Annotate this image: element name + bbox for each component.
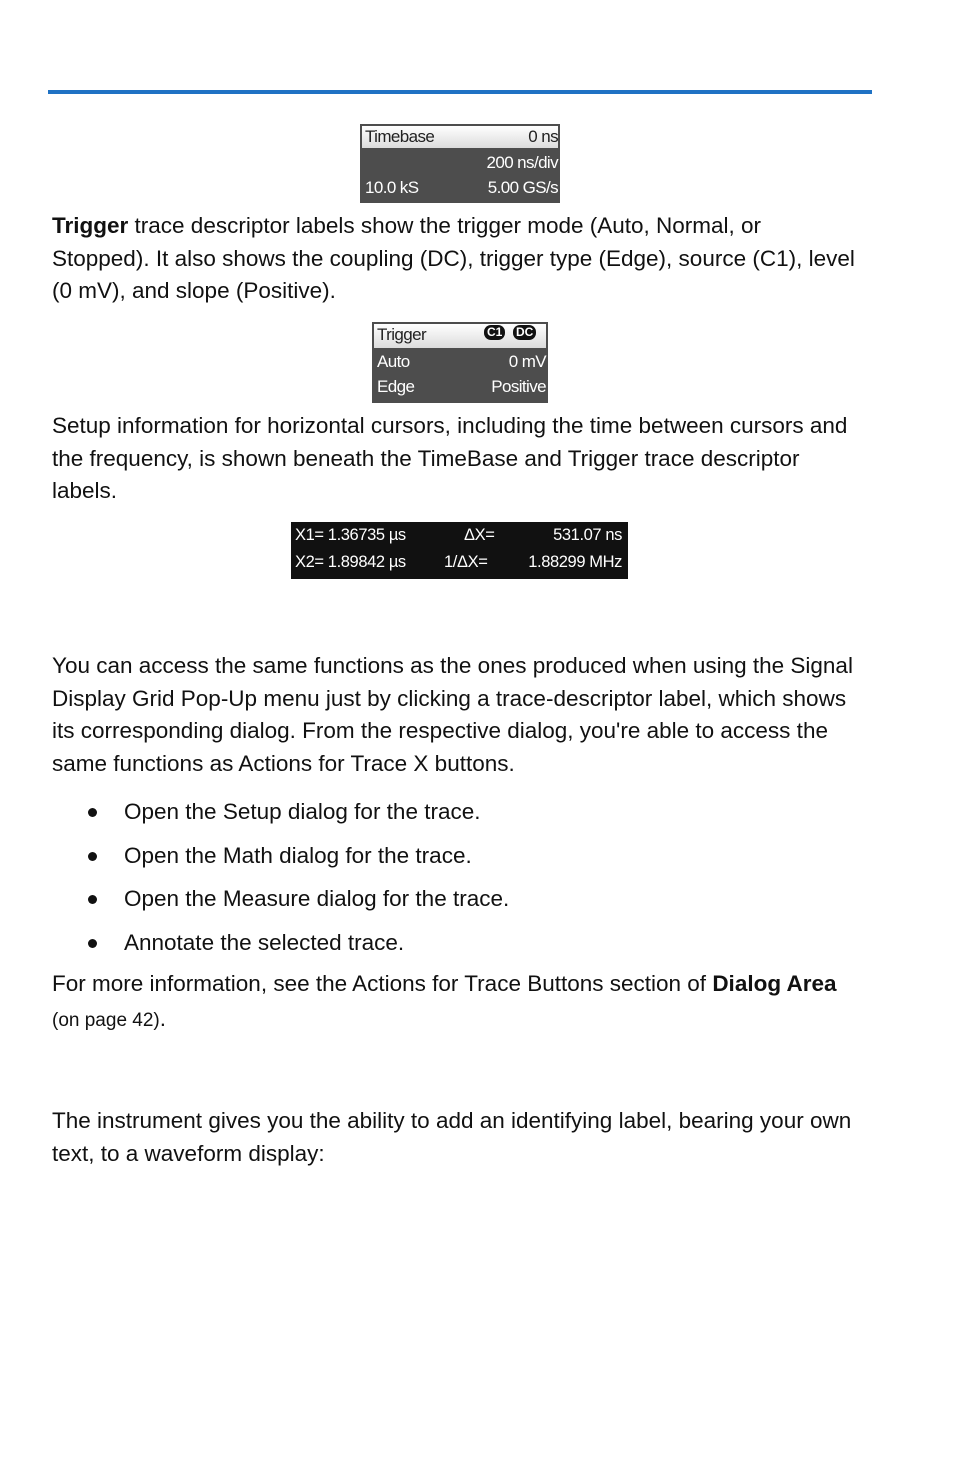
timebase-samples: 10.0 kS <box>365 178 419 197</box>
trigger-level: 0 mV <box>508 352 546 371</box>
trigger-bold: Trigger <box>52 213 129 238</box>
cursor-inv: 1.88299 MHz <box>528 553 622 571</box>
trigger-descriptor <box>372 322 548 403</box>
bullet-icon <box>88 852 97 861</box>
cursor-inv-label: 1/ΔX= <box>444 553 488 571</box>
list-item: Open the Math dialog for the trace. <box>52 840 852 884</box>
timebase-header <box>362 126 558 148</box>
label-paragraph: The instrument gives you the ability to add an identifying label, bearing your own text, to a waveform display: <box>52 1108 852 1166</box>
trigger-slope: Positive <box>491 377 546 396</box>
cursor-x2: X2= 1.89842 µs <box>295 553 406 571</box>
bullet-icon <box>88 895 97 904</box>
timebase-title: Timebase <box>365 127 435 146</box>
dialog-area-link[interactable]: Dialog Area <box>712 971 837 996</box>
timebase-scale: 200 ns/div <box>486 153 558 172</box>
timebase-descriptor <box>360 124 560 203</box>
trigger-mode: Auto <box>377 352 410 371</box>
trigger-type: Edge <box>377 377 415 396</box>
trigger-text: trace descriptor labels show the trigger mode (Auto, Normal, or Stopped). It also shows the coupling (DC), trigger type (Edge), source (C1), level (0 mV), and slope (Positive). <box>52 213 855 303</box>
list-item: Open the Measure dialog for the trace. <box>52 883 852 927</box>
cursor-dx: 531.07 ns <box>553 526 622 544</box>
source-chip: C1 <box>484 325 505 340</box>
trigger-title: Trigger <box>377 325 427 344</box>
bullet-icon <box>88 939 97 948</box>
list-item: Annotate the selected trace. <box>52 927 852 971</box>
timebase-rate: 5.00 GS/s <box>487 178 558 197</box>
trigger-header <box>374 324 546 348</box>
coupling-chip: DC <box>513 325 536 340</box>
header-rule <box>48 90 872 94</box>
actions-list <box>52 796 852 970</box>
list-item: Open the Setup dialog for the trace. <box>52 796 852 840</box>
timebase-delay: 0 ns <box>528 127 558 146</box>
more-info-paragraph: For more information, see the Actions for Trace Buttons section of Dialog Area (on page 42). <box>52 971 837 1031</box>
functions-paragraph: You can access the same functions as the ones produced when using the Signal Display Grid Pop-Up menu just by clicking a trace-descriptor label, which shows its corresponding dialog. From the respective dialog, you're able to access the same functions as Actions for Trace X buttons. <box>52 653 853 776</box>
bullet-icon <box>88 808 97 817</box>
cursor-dx-label: ΔX= <box>464 526 495 544</box>
page-reference: (on page 42) <box>52 1009 160 1031</box>
cursor-readout <box>291 522 628 579</box>
cursor-paragraph: Setup information for horizontal cursors, including the time between cursors and the frequency, is shown beneath the TimeBase and Trigger trace descriptor labels. <box>52 413 848 503</box>
cursor-x1: X1= 1.36735 µs <box>295 526 406 544</box>
trigger-paragraph <box>52 210 862 308</box>
